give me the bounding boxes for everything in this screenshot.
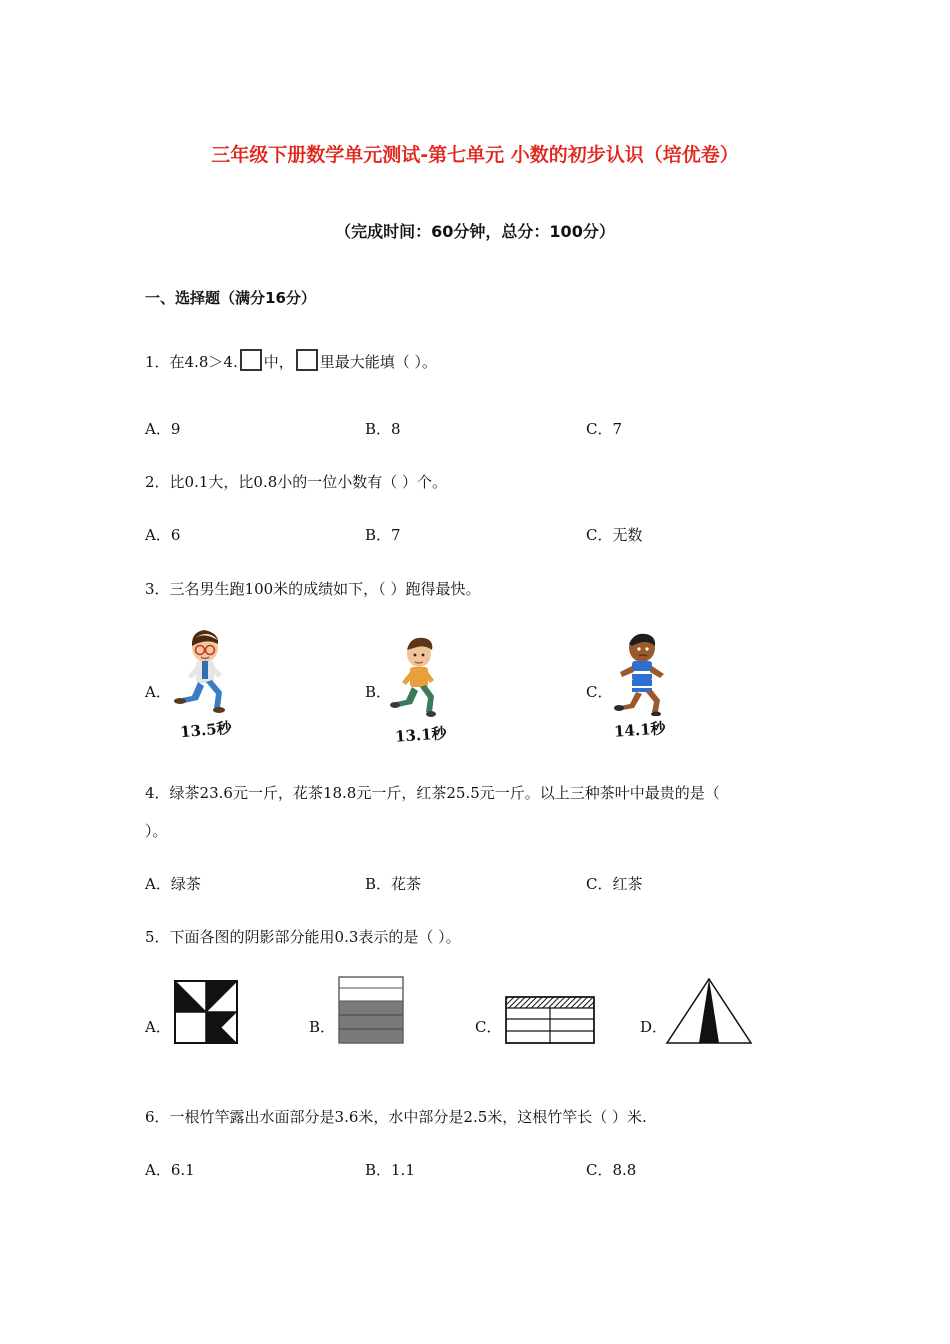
question-4-continuation: ）。	[145, 822, 168, 840]
figure-c-hatched-grid	[504, 995, 596, 1045]
question-number: 4．	[145, 784, 170, 802]
option-c[interactable]: C．8.8	[586, 1161, 637, 1179]
option-a[interactable]: A．	[145, 683, 171, 701]
option-c[interactable]: C．无数	[586, 526, 643, 544]
figure-a-shaded-square	[173, 979, 239, 1045]
option-a[interactable]: A．6.1	[145, 1161, 195, 1179]
option-c[interactable]: C．	[475, 1018, 502, 1036]
question-text: 一根竹竿露出水面部分是3.6米，水中部分是2.5米，这根竹竿长（ ）米.	[169, 1108, 647, 1126]
option-d[interactable]: D．	[640, 1018, 668, 1036]
option-b[interactable]: B．	[309, 1018, 336, 1036]
option-a[interactable]: A．绿茶	[145, 875, 201, 893]
page-subtitle: （完成时间：60分钟，总分：100分）	[335, 222, 615, 241]
question-text-part: 在4.8＞4.	[169, 353, 238, 371]
option-b[interactable]: B．7	[365, 526, 401, 544]
question-6	[145, 1106, 647, 1127]
option-b[interactable]: B．1.1	[365, 1161, 415, 1179]
question-5	[145, 926, 461, 947]
question-number: 6．	[145, 1108, 170, 1126]
option-c[interactable]: C．	[586, 683, 613, 701]
figure-b-shaded-strips	[337, 975, 405, 1045]
question-text: 绿茶23.6元一斤，花茶18.8元一斤，红茶25.5元一斤。以上三种茶叶中最贵的是（	[169, 784, 720, 802]
blank-box-icon	[296, 349, 318, 371]
option-a[interactable]: A．6	[145, 526, 181, 544]
question-1	[145, 349, 437, 372]
question-2	[145, 471, 447, 492]
option-b[interactable]: B．花茶	[365, 875, 422, 893]
question-text: 下面各图的阴影部分能用0.3表示的是（ ）。	[169, 928, 461, 946]
blank-box-icon	[240, 349, 262, 371]
page-title: 三年级下册数学单元测试-第七单元 小数的初步认识（培优卷）	[211, 144, 739, 166]
question-4	[145, 782, 720, 803]
option-a[interactable]: A．	[145, 1018, 171, 1036]
option-a[interactable]: A．9	[145, 420, 181, 438]
question-number: 1．	[145, 353, 170, 371]
question-number: 2．	[145, 473, 170, 491]
question-text: 三名男生跑100米的成绩如下，（ ）跑得最快。	[169, 580, 481, 598]
runner-boy-green-icon	[390, 632, 448, 720]
option-b[interactable]: B．8	[365, 420, 401, 438]
option-c[interactable]: C．红茶	[586, 875, 643, 893]
option-c[interactable]: C．7	[586, 420, 623, 438]
question-text-part: 里最大能填（ ）。	[319, 353, 438, 371]
runner-boy-blue-icon	[606, 628, 672, 716]
question-number: 3．	[145, 580, 170, 598]
section-heading: 一、选择题（满分16分）	[145, 289, 316, 307]
figure-d-shaded-triangle	[665, 977, 753, 1045]
runner-a-time: 13.5秒	[179, 718, 233, 742]
question-text: 比0.1大，比0.8小的一位小数有（ ）个。	[169, 473, 448, 491]
question-number: 5．	[145, 928, 170, 946]
question-3	[145, 578, 480, 599]
option-b[interactable]: B．	[365, 683, 392, 701]
runner-boy-glasses-icon	[170, 624, 240, 716]
runner-c-time: 14.1秒	[613, 719, 667, 741]
question-text-part: 中，	[263, 353, 294, 371]
runner-b-time: 13.1秒	[394, 724, 448, 746]
